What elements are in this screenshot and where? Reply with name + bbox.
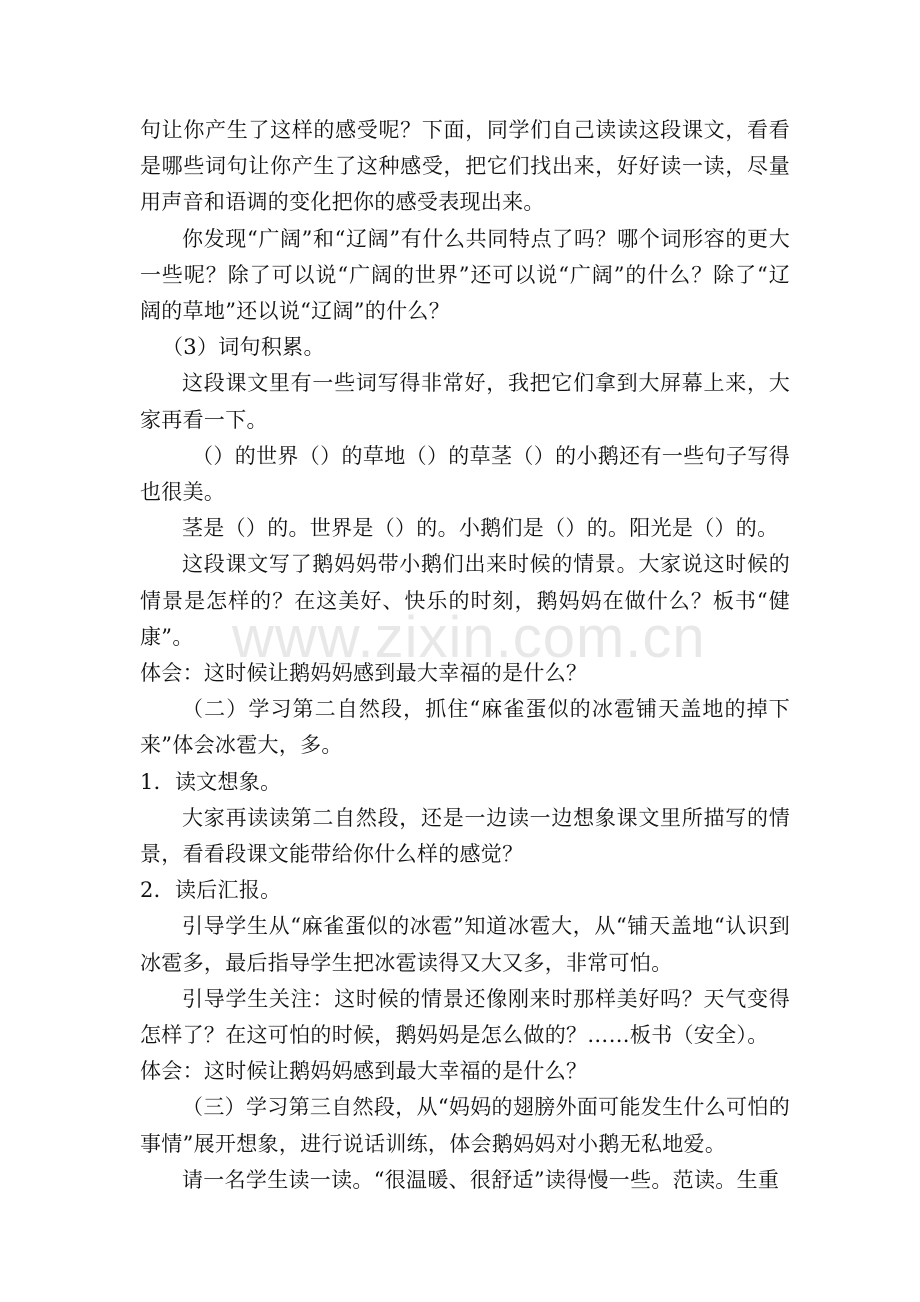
- paragraph: 你发现“广阔”和“辽阔”有什么共同特点了吗？哪个词形容的更大一些呢？除了可以说“广阔的世界”还可以说“广阔”的什么？除了“辽阔的草地”还以说“辽阔”的什么？: [140, 226, 790, 324]
- paragraph: 句让你产生了这样的感受呢？下面，同学们自己读读这段课文，看看是哪些词句让你产生了这种感受，把它们找出来，好好读一读，尽量用声音和语调的变化把你的感受表现出来。: [140, 118, 790, 215]
- paragraph: 茎是（）的。世界是（）的。小鹅们是（）的。阳光是（）的。: [182, 516, 779, 541]
- paragraph: 体会：这时候让鹅妈妈感到最大幸福的是什么？: [140, 1059, 588, 1084]
- list-item: 1．读文想象。: [140, 769, 282, 794]
- section-heading: （二）学习第二自然段，抓住“麻雀蛋似的冰雹铺天盖地的掉下来”体会冰雹大，多。: [140, 697, 790, 758]
- paragraph: 引导学生从“麻雀蛋似的冰雹”知道冰雹大，从“铺天盖地“认识到冰雹多，最后指导学生把冰雹读得又大又多，非常可怕。: [140, 914, 790, 975]
- paragraph: 引导学生关注：这时候的情景还像刚来时那样美好吗？天气变得怎样了？在这可怕的时候，鹅妈妈是怎么做的？……板书（安全）。: [140, 986, 790, 1048]
- document-body: [140, 112, 790, 1198]
- paragraph: 大家再读读第二自然段，还是一边读一边想象课文里所描写的情景，看看段课文能带给你什么样的感觉？: [140, 805, 790, 867]
- watermark: www.zixin.com.cn: [232, 605, 706, 670]
- paragraph: （）的世界（）的草地（）的草茎（）的小鹅还有一些句子写得也很美。: [140, 443, 790, 505]
- paragraph: 这段课文写了鹅妈妈带小鹅们出来时候的情景。大家说这时候的情景是怎样的？在这美好、快乐的时刻，鹅妈妈在做什么？板书“健康”。: [140, 552, 790, 649]
- paragraph: 体会：这时候让鹅妈妈感到最大幸福的是什么？: [140, 661, 588, 686]
- section-heading: （三）学习第三自然段，从“妈妈的翅膀外面可能发生什么可怕的事情”展开想象，进行说话训练，体会鹅妈妈对小鹅无私地爱。: [140, 1095, 790, 1156]
- section-heading: （3）词句积累。: [162, 335, 325, 360]
- paragraph: 请一名学生读一读。“很温暖、很舒适”读得慢一些。范读。生重: [182, 1167, 780, 1192]
- list-item: 2．读后汇报。: [140, 878, 282, 903]
- paragraph: 这段课文里有一些词写得非常好，我把它们拿到大屏幕上来，大家再看一下。: [140, 371, 790, 432]
